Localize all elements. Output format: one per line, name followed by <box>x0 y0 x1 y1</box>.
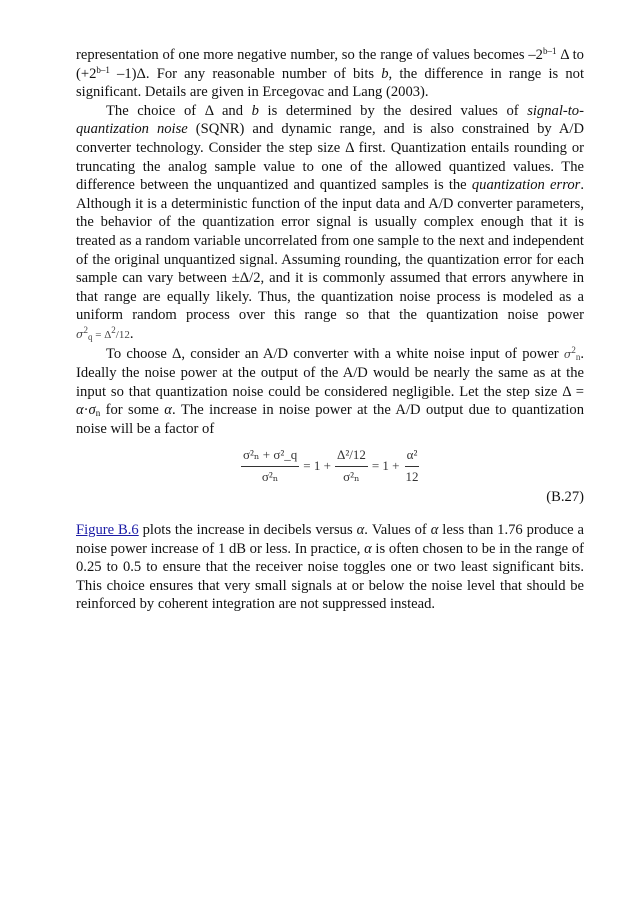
paragraph-figure-ref <box>76 521 584 614</box>
equation-expression <box>241 446 421 486</box>
text-run: representation of one more negative number, so the range of values becomes –2 <box>76 47 543 63</box>
text-run: . Although it is a deterministic function of the input data and A/D converter parameters, the behavior of the quantization error signal is usually complex enough that it is treated as a random variable uncorrelated from one sample to the next and independent of the original unquantized signal. Assuming rounding, the quantization error for each sample can vary between ±Δ/2, and it is commonly assumed that errors anywhere in that range are equally likely. Thus, the quantization noise process is modeled as a uniform random process over this range so that the quantization noise power <box>76 177 584 324</box>
equals-sign: = 1 + <box>303 458 331 474</box>
inline-math-input-power: $\sigma^2_n$ <box>563 344 581 362</box>
var-b: b <box>251 102 259 119</box>
text-run: To choose Δ, consider an A/D converter with a white noise input of power <box>106 345 564 362</box>
paragraph-step-size <box>76 102 584 345</box>
text-run: . The increase in noise power at the A/D output due to quantization noise will be a factor of <box>76 402 584 437</box>
term-quantization-error: quantization error <box>471 177 581 194</box>
equals-sign: = 1 + <box>371 458 400 474</box>
text-run: less than 1.76 produce a noise power increase of 1 dB or less. In practice, <box>76 522 584 557</box>
var-alpha: α <box>76 402 84 419</box>
text-run: . <box>129 325 134 342</box>
fraction-lhs: $\frac{\text{σ²ₙ + σ²\_q}}{\text{σ²ₙ}}$ <box>243 447 298 485</box>
text-run: is determined by the desired values of <box>258 102 528 119</box>
var-sigma: σ <box>88 402 96 419</box>
superscript: b–1 <box>96 64 110 75</box>
spacer <box>76 507 584 521</box>
fraction-middle: $\frac{\text{Δ²/12}}{\text{σ²ₙ}}$ <box>336 447 366 485</box>
var-alpha: α <box>430 522 439 539</box>
var-alpha: α <box>364 540 372 557</box>
text-run: is often chosen to be in the range of 0.25 to 0.5 to ensure that the receiver noise toggles one or two least significant bits. This choice ensures that very small signals at or below the noise level that should be reinforced by coherent integration are not suppressed instead. <box>76 540 584 613</box>
superscript: b–1 <box>542 46 557 56</box>
text-run: Δ to (+2 <box>76 47 584 82</box>
paragraph-choose-delta: To choose Δ, consider an A/D converter with a white noise input of power $\sigma^2_n$. Ideally the noise power at the output of the A/D would be nearly the same as at the input so that quantization noise could be considered negligible. Let the step size $\Delta = \alpha\cdot\sigma_n$ for some α. The increase in noise power at the A/D output due to quantization noise will be a factor of <box>76 344 584 437</box>
var-b: b <box>381 65 389 82</box>
figure-b6-link[interactable]: Figure B.6 <box>76 522 139 539</box>
text-run: . Values of <box>364 522 431 539</box>
term-sqnr: signal-to-quantization noise <box>76 102 584 138</box>
equation-b27 <box>76 446 584 486</box>
text-run: (SQNR) and dynamic range, and is also constrained by A/D converter technology. Consider the step size Δ first. Quantization entails rounding or truncating the analog sample value to one of the allowed quantized values. The difference between the unquantized and quantized samples is the <box>76 121 585 194</box>
var-alpha: α <box>164 402 172 419</box>
text-run: The choice of Δ and <box>106 102 252 119</box>
text-run: . Ideally the noise power at the output of the A/D would be nearly the same as at the input so that quantization noise could be considered negligible. Let the step size Δ = <box>76 345 584 400</box>
body-text <box>76 46 584 614</box>
text-run: for some <box>100 402 165 419</box>
var-alpha: α <box>356 522 365 539</box>
paragraph-range <box>76 46 584 102</box>
inline-math-noise-power: $\sigma^2_q = \Delta^2/12$ <box>76 324 130 342</box>
fraction-rhs: $\frac{\text{α²}}{12}$ <box>405 447 419 485</box>
text-run: plots the increase in decibels versus <box>138 522 357 539</box>
equation-number: (B.27) <box>546 489 584 506</box>
text-run: , the difference in range is not significant. Details are given in Ercegovac and Lang (2003). <box>76 65 584 101</box>
text-run: –1)Δ. For any reasonable number of bits <box>109 65 382 82</box>
